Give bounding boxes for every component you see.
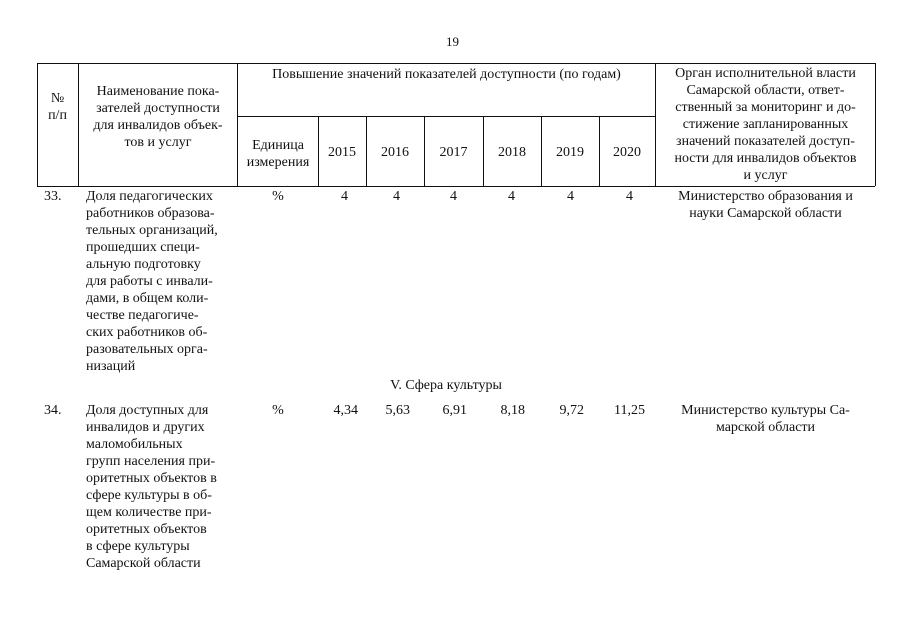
header-unit-line: измерения <box>246 155 310 170</box>
header-year: 2020 <box>613 145 641 160</box>
unit-cell: % <box>272 189 284 204</box>
indicator-name-line: в сфере культуры <box>86 539 190 554</box>
header-num-line: № <box>50 91 65 106</box>
value-cell: 4 <box>341 189 348 204</box>
indicator-name <box>86 188 233 375</box>
indicator-name-line: ских работников об- <box>86 325 208 340</box>
header-organ-line: Орган исполнительной власти <box>675 66 856 81</box>
indicator-name-line: групп населения при- <box>86 454 216 469</box>
header-organ <box>656 65 875 184</box>
header-organ-line: значений показателей доступ- <box>676 134 855 149</box>
unit-cell: % <box>272 403 284 418</box>
value-cell: 4 <box>626 189 633 204</box>
header-unit <box>238 137 318 171</box>
value-cell: 6,91 <box>442 403 467 418</box>
value-cell: 8,18 <box>500 403 525 418</box>
value-cell: 9,72 <box>559 403 584 418</box>
organ-line: науки Самарской области <box>689 206 842 221</box>
indicator-name-line: честве педагогиче- <box>86 308 199 323</box>
value-cell: 4 <box>508 189 515 204</box>
value-cell: 5,63 <box>385 403 410 418</box>
header-name-line: зателей доступности <box>96 101 220 116</box>
value-cell: 4 <box>567 189 574 204</box>
section-title: V. Сфера культуры <box>390 378 502 393</box>
indicator-name-line: для работы с инвали- <box>86 274 213 289</box>
value-cell: 11,25 <box>614 403 645 418</box>
header-organ-line: и услуг <box>743 168 788 183</box>
header-name-line: тов и услуг <box>124 135 192 150</box>
header-organ-line: ственный за мониторинг и до- <box>675 100 856 115</box>
value-cell: 4,34 <box>333 403 358 418</box>
responsible-organ <box>656 188 875 222</box>
header-year: 2018 <box>498 145 526 160</box>
indicator-name-line: инвалидов и других <box>86 420 205 435</box>
organ-line: марской области <box>715 420 816 435</box>
indicator-name-line: Доля доступных для <box>86 403 209 418</box>
indicator-name-line: оритетных объектов <box>86 522 207 537</box>
indicator-name-line: низаций <box>86 359 136 374</box>
header-year: 2019 <box>556 145 584 160</box>
indicator-name-line: сфере культуры в об- <box>86 488 212 503</box>
responsible-organ <box>656 402 875 436</box>
indicator-name <box>86 402 233 572</box>
indicator-name-line: работников образова- <box>86 206 215 221</box>
row-number: 34. <box>44 403 62 418</box>
header-num-line: п/п <box>48 108 67 123</box>
indicator-name-line: Самарской области <box>86 556 201 571</box>
organ-line: Министерство культуры Са- <box>681 403 850 418</box>
indicator-name-line: щем количестве при- <box>86 505 212 520</box>
indicator-name-line: маломобильных <box>86 437 183 452</box>
header-num <box>37 90 78 124</box>
header-name <box>80 83 236 151</box>
indicator-name-line: оритетных объектов в <box>86 471 217 486</box>
header-organ-line: Самарской области, ответ- <box>686 83 845 98</box>
header-name-line: для инвалидов объек- <box>93 118 223 133</box>
value-cell: 4 <box>450 189 457 204</box>
header-organ-line: ности для инвалидов объектов <box>674 151 857 166</box>
indicator-name-line: тельных организаций, <box>86 223 218 238</box>
indicator-name-line: альную подготовку <box>86 257 201 272</box>
header-year: 2016 <box>381 145 409 160</box>
indicator-name-line: разовательных орга- <box>86 342 208 357</box>
header-group: Повышение значений показателей доступности (по годам) <box>272 67 621 82</box>
organ-line: Министерство образования и <box>678 189 853 204</box>
indicator-name-line: прошедших специ- <box>86 240 200 255</box>
value-cell: 4 <box>393 189 400 204</box>
row-number: 33. <box>44 189 62 204</box>
indicator-name-line: дами, в общем коли- <box>86 291 209 306</box>
header-year: 2017 <box>439 145 468 160</box>
header-name-line: Наименование пока- <box>96 84 220 99</box>
header-organ-line: стижение запланированных <box>682 117 849 132</box>
header-year: 2015 <box>328 145 356 160</box>
page-number: 19 <box>446 34 459 49</box>
header-unit-line: Единица <box>252 138 304 153</box>
indicator-name-line: Доля педагогических <box>86 189 213 204</box>
